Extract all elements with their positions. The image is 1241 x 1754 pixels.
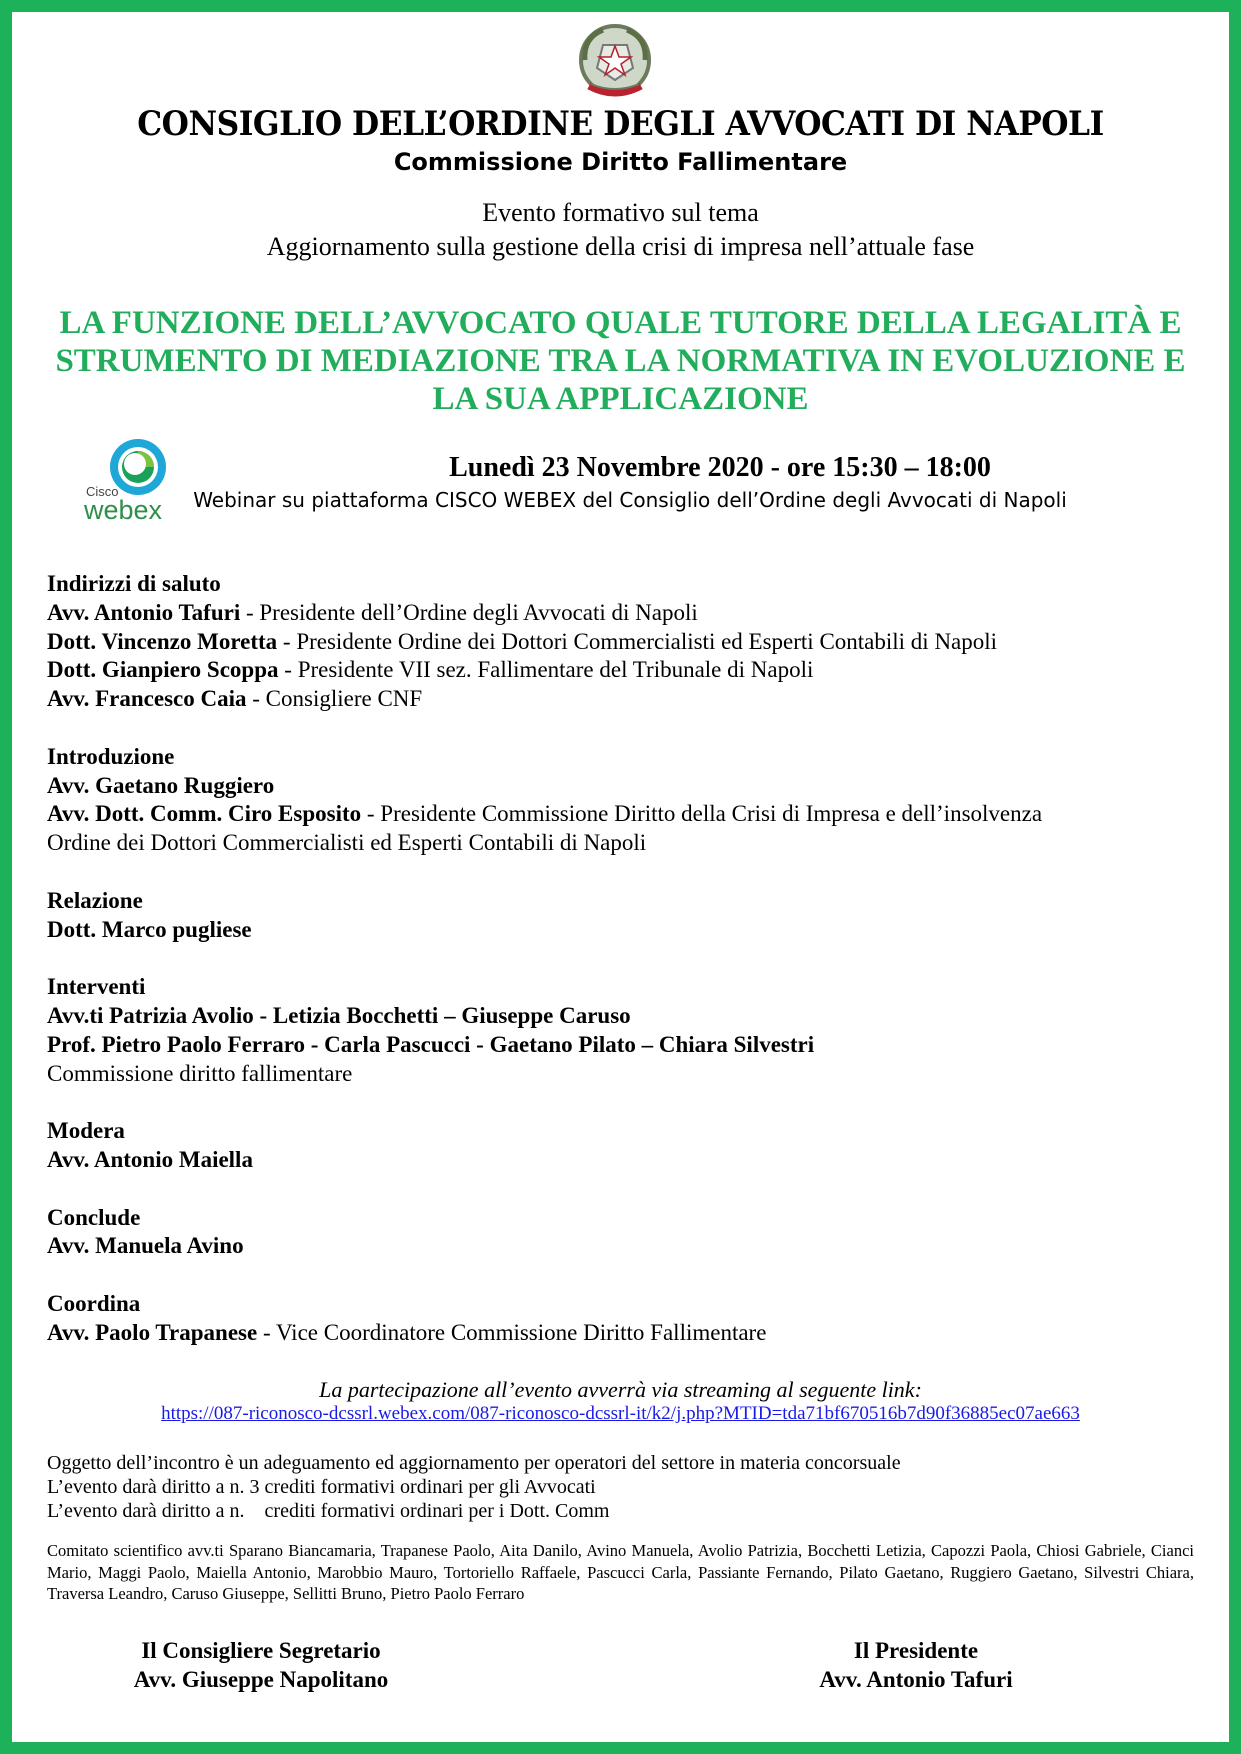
webex-logo-small: Cisco xyxy=(86,484,119,499)
speaker-row xyxy=(47,599,1207,628)
speaker-name: Dott. Gianpiero Scoppa xyxy=(47,657,279,683)
scientific-committee: Comitato scientifico avv.ti Sparano Biancamaria, Trapanese Paolo, Aita Danilo, Avino Manuela, Avolio Patrizia, Bocchetti Letizia, Capozzi Paola, Chiosi Gabriele, Cianci Mario, Maggi Paolo, Maiella Antonio, Marobbio Mauro, Tortoriello Raffaele, Pascucci Carla, Passiante Fernando, Pilato Gaetano, Ruggiero Gaetano, Silvestri Chiara, Traversa Leandro, Caruso Giuseppe, Sellitti Bruno, Pietro Paolo Ferraro xyxy=(47,1541,1194,1603)
webex-logo-icon xyxy=(84,436,176,522)
streaming-link[interactable]: https://087-riconosco-dcssrl.webex.com/087-riconosco-dcssrl-it/k2/j.php?MTID=tda71bf670516b7d90f36885ec07ae663 xyxy=(161,1403,1080,1424)
event-title xyxy=(0,304,1241,418)
info-line-3: L’evento darà diritto a n. crediti formativi ordinari per i Dott. Comm xyxy=(47,1500,610,1522)
italian-republic-emblem-icon xyxy=(575,20,655,102)
modera-section xyxy=(47,1117,1207,1175)
speaker-name: Avv. Antonio Tafuri xyxy=(47,599,241,625)
event-line-2: Aggiornamento sulla gestione della crisi di impresa nell’attuale fase xyxy=(266,232,975,261)
speaker-name: Avv. Dott. Comm. Ciro Esposito xyxy=(47,801,362,827)
title-line-3: LA SUA APPLICAZIONE xyxy=(432,381,809,417)
speaker-role: - Presidente dell’Ordine degli Avvocati di Napoli xyxy=(240,599,698,625)
speaker-names: Avv.ti Patrizia Avolio - Letizia Bocchetti – Giuseppe Caruso xyxy=(47,1002,631,1028)
speaker-role-continued: Ordine dei Dottori Commercialisti ed Esperti Contabili di Napoli xyxy=(47,830,647,856)
program xyxy=(47,570,1207,1376)
webinar-info: Webinar su piattaforma CISCO WEBEX del Consiglio dell’Ordine degli Avvocati di Napoli xyxy=(193,488,1067,512)
webex-logo-big: webex xyxy=(84,495,163,522)
speaker-name: Avv. Gaetano Ruggiero xyxy=(47,772,275,798)
speaker-name: Avv. Francesco Caia xyxy=(47,686,247,712)
section-heading: Modera xyxy=(47,1118,125,1144)
commission-title: Commissione Diritto Fallimentare xyxy=(393,148,848,176)
conclude-section xyxy=(47,1204,1207,1262)
speaker-row xyxy=(47,656,1207,685)
speaker-name: Dott. Vincenzo Moretta xyxy=(47,628,278,654)
info-line-2: L’evento darà diritto a n. 3 crediti formativi ordinari per gli Avvocati xyxy=(47,1476,596,1498)
speaker-role: - Presidente VII sez. Fallimentare del Tribunale di Napoli xyxy=(278,657,814,683)
speaker-row xyxy=(47,685,1207,714)
coordina-section xyxy=(47,1290,1207,1348)
event-info xyxy=(47,1451,1207,1523)
title-line-2: STRUMENTO DI MEDIAZIONE TRA LA NORMATIVA IN EVOLUZIONE E xyxy=(55,343,1186,379)
signature-president xyxy=(716,1636,1116,1694)
section-heading: Conclude xyxy=(47,1204,141,1230)
speaker-name: Avv. Paolo Trapanese xyxy=(47,1319,258,1345)
speaker-names: Prof. Pietro Paolo Ferraro - Carla Pascucci - Gaetano Pilato – Chiara Silvestri xyxy=(47,1031,815,1057)
event-line-1: Evento formativo sul tema xyxy=(482,198,759,227)
speaker-name: Dott. Marco pugliese xyxy=(47,916,252,942)
title-line-1: LA FUNZIONE DELL’AVVOCATO QUALE TUTORE DELLA LEGALITÀ E xyxy=(59,305,1182,341)
signature-title: Il Consigliere Segretario xyxy=(141,1638,381,1663)
org-title: CONSIGLIO DELL’ORDINE DEGLI AVVOCATI DI NAPOLI xyxy=(137,104,1104,144)
event-subtitle xyxy=(0,196,1241,264)
speaker-note: Commissione diritto fallimentare xyxy=(47,1060,353,1086)
signature-title: Il Presidente xyxy=(853,1638,979,1663)
interventi-section xyxy=(47,973,1207,1088)
speaker-name: Avv. Manuela Avino xyxy=(47,1233,244,1259)
section-heading: Indirizzi di saluto xyxy=(47,571,221,596)
speaker-row xyxy=(47,628,1207,657)
signature-name: Avv. Antonio Tafuri xyxy=(819,1667,1013,1692)
streaming-text: La partecipazione all’evento avverrà via streaming al seguente link: xyxy=(319,1377,922,1402)
section-heading: Interventi xyxy=(47,974,146,1000)
section-heading: Introduzione xyxy=(47,743,175,769)
section-heading: Coordina xyxy=(47,1290,141,1316)
speaker-name: Avv. Antonio Maiella xyxy=(47,1146,253,1172)
signature-name: Avv. Giuseppe Napolitano xyxy=(133,1667,389,1692)
speaker-role: - Consigliere CNF xyxy=(246,686,423,712)
introduzione-section xyxy=(47,743,1207,858)
info-line-1: Oggetto dell’incontro è un adeguamento ed aggiornamento per operatori del settore in materia concorsuale xyxy=(47,1452,901,1474)
speaker-role: - Presidente Commissione Diritto della Crisi di Impresa e dell’insolvenza xyxy=(361,801,1043,827)
signature-secretary xyxy=(61,1636,461,1694)
speaker-row xyxy=(47,800,1207,829)
event-date: Lunedì 23 Novembre 2020 - ore 15:30 – 18:00 xyxy=(449,452,991,483)
relazione-section xyxy=(47,887,1207,945)
saluto-section xyxy=(47,570,1207,714)
speaker-role: - Vice Coordinatore Commissione Diritto Fallimentare xyxy=(257,1319,767,1345)
speaker-role: - Presidente Ordine dei Dottori Commercialisti ed Esperti Contabili di Napoli xyxy=(277,628,998,654)
speaker-row xyxy=(47,1319,1207,1348)
section-heading: Relazione xyxy=(47,887,143,913)
